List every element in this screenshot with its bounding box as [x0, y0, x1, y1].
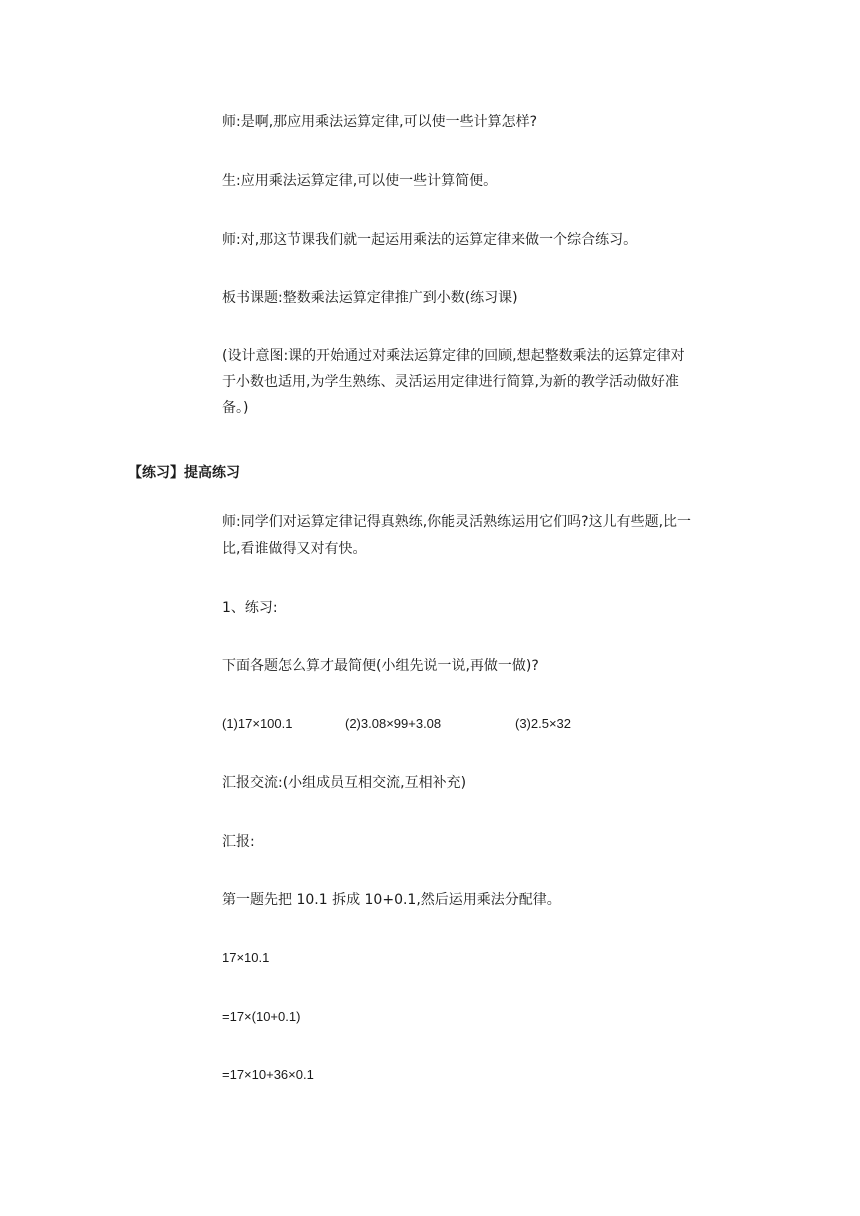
report-exchange-line: 汇报交流:(小组成员互相交流,互相补充) [222, 775, 467, 791]
section-heading: 【练习】提高练习 [128, 465, 240, 481]
design-intent-line-3: 备。) [222, 400, 249, 416]
calc-step-1: 17×10.1 [222, 950, 270, 965]
teacher-question-line: 师:是啊,那应用乘法运算定律,可以使一些计算怎样? [222, 114, 538, 130]
problem-1: (1)17×100.1 [222, 716, 293, 731]
design-intent-line-2: 于小数也适用,为学生熟练、灵活运用定律进行简算,为新的教学活动做好准 [222, 374, 679, 390]
student-answer-line: 生:应用乘法运算定律,可以使一些计算简便。 [222, 173, 498, 189]
exercise-instruction-line: 下面各题怎么算才最简便(小组先说一说,再做一做)? [222, 658, 539, 674]
teacher-intro-line: 师:对,那这节课我们就一起运用乘法的运算定律来做一个综合练习。 [222, 232, 638, 248]
report-label-line: 汇报: [222, 834, 255, 850]
exercise-number-line: 1、练习: [222, 600, 278, 616]
design-intent-line-1: (设计意图:课的开始通过对乘法运算定律的回顾,想起整数乘法的运算定律对 [222, 348, 685, 364]
problem-2: (2)3.08×99+3.08 [345, 716, 442, 731]
teacher-prompt-line-1: 师:同学们对运算定律记得真熟练,你能灵活熟练运用它们吗?这儿有些题,比一 [222, 514, 692, 530]
problem-3: (3)2.5×32 [515, 716, 572, 731]
calc-step-2: =17×(10+0.1) [222, 1009, 301, 1024]
teacher-prompt-line-2: 比,看谁做得又对有快。 [222, 541, 367, 557]
first-problem-explanation: 第一题先把 10.1 拆成 10+0.1,然后运用乘法分配律。 [222, 892, 561, 908]
calc-step-3: =17×10+36×0.1 [222, 1067, 314, 1082]
lesson-title-line: 板书课题:整数乘法运算定律推广到小数(练习课) [222, 290, 518, 306]
